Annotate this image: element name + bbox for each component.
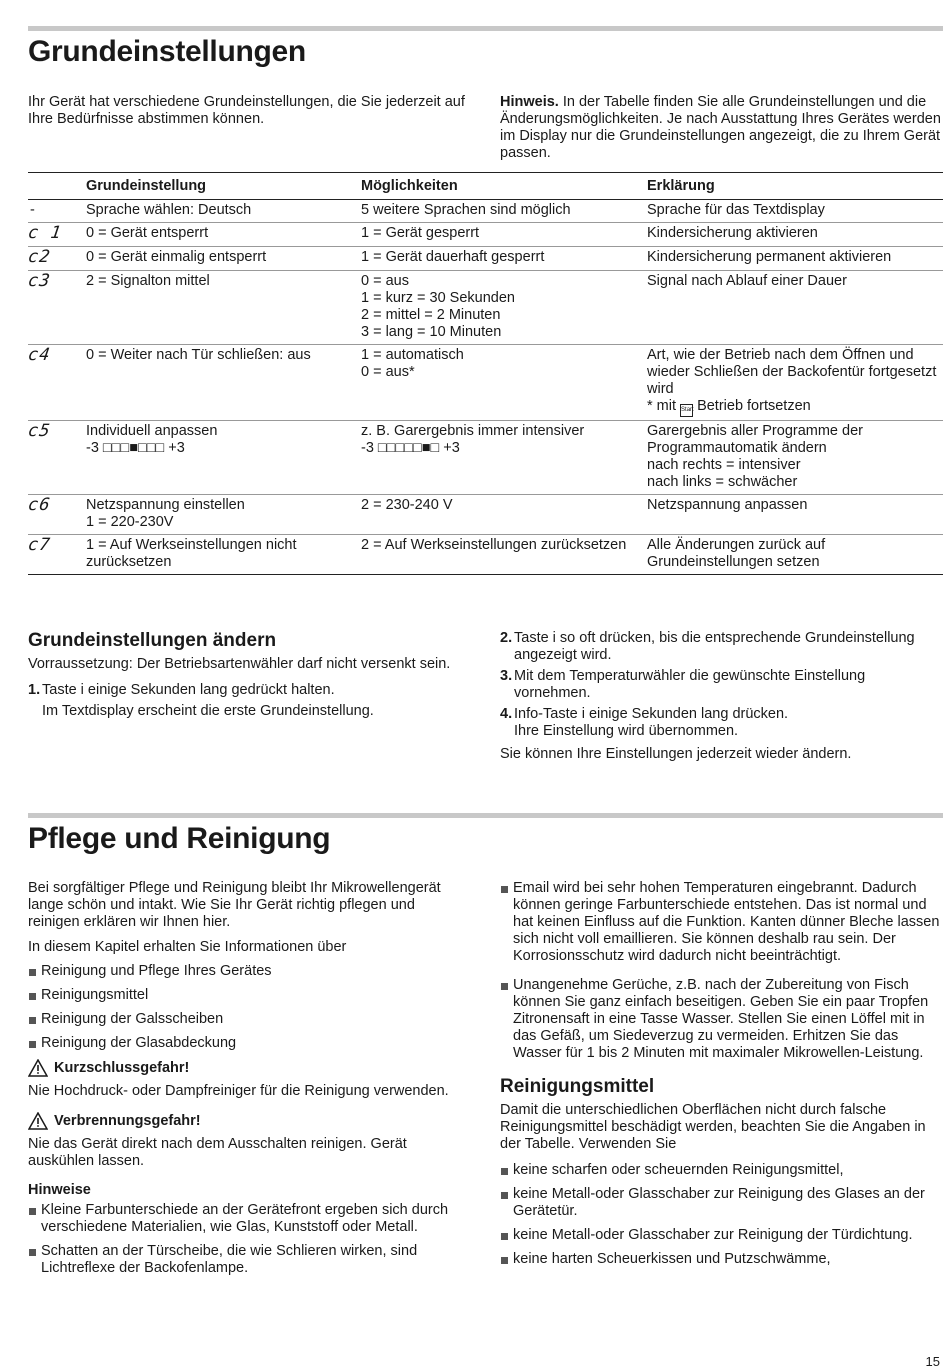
step-number: 4. xyxy=(500,706,513,722)
cleaning-list xyxy=(500,1162,943,1268)
row-explanation: Signal nach Ablauf einer Dauer xyxy=(647,271,943,345)
table-row xyxy=(28,223,943,247)
hint-paragraph xyxy=(500,94,943,162)
row-explanation: Garergebnis aller Programme der Programmautomatik ändern nach rechts = intensiver nach links = schwächer xyxy=(647,421,943,495)
step-item: 3. Mit dem Temperaturwähler die gewünschte Einstellung vornehmen. xyxy=(500,668,866,701)
explanation-text: Art, wie der Betrieb nach dem Öffnen und wieder Schließen der Backofentür fortgesetzt wird xyxy=(647,347,937,397)
row-setting: Netzspannung einstellen 1 = 220-230V xyxy=(86,495,361,535)
list-item: Email wird bei sehr hohen Temperaturen eingebrannt. Dadurch können geringe Farbunterschiede entstehen. Das ist normal und hat keinen Einfluss auf die Funktion. Kanten dünner Bleche lassen sich nicht voll emaillieren. Sie können deshalb rau sein. Der Korrosionsschutz wird dadurch nicht beeinträchtigt. xyxy=(500,880,943,965)
change-steps-right xyxy=(500,630,940,740)
row-options: 5 weitere Sprachen sind möglich xyxy=(361,200,647,223)
step-number: 3. xyxy=(500,668,513,684)
row-code: c7 xyxy=(26,535,52,555)
change-title: Grundeinstellungen ändern xyxy=(28,630,277,651)
table-row xyxy=(28,247,943,271)
list-item: Schatten an der Türscheibe, die wie Schlieren wirken, sind Lichtreflexe der Backofenlampe. xyxy=(28,1243,460,1277)
change-left-column xyxy=(28,630,460,724)
change-steps-left xyxy=(28,682,460,720)
row-code: c6 xyxy=(26,495,52,515)
row-explanation: Kindersicherung permanent aktivieren xyxy=(647,247,943,271)
warning-burn: Verbrennungsgefahr! xyxy=(28,1112,460,1130)
list-item: keine scharfen oder scheuernden Reinigungsmittel, xyxy=(500,1162,943,1179)
list-item: Kleine Farbunterschiede an der Gerätefront ergeben sich durch verschiedene Materialien, wie Glas, Kunststoff oder Metall. xyxy=(28,1202,460,1236)
scale-indicator: -3 □□□□□■□ +3 xyxy=(361,440,460,456)
notes-title: Hinweise xyxy=(28,1182,91,1198)
table-row xyxy=(28,535,943,575)
row-setting: 2 = Signalton mittel xyxy=(86,271,361,345)
list-item: Unangenehme Gerüche, z.B. nach der Zubereitung von Fisch können Sie ganz einfach beseitigen. Geben Sie ein paar Tropfen Zitronensaft in eine Tasse Wasser. Stellen Sie einen Löffel mit in das Gefäß, um Siedeverzug zu vermeiden. Erhitzen Sie das Wasser für 1 bis 2 Minuten mit maximaler Mikrowellen-Leistung. xyxy=(500,977,943,1062)
change-prereq: Vorraussetzung: Der Betriebsartenwähler darf nicht versenkt sein. xyxy=(28,656,451,672)
row-code: c4 xyxy=(26,345,52,365)
row-code: c2 xyxy=(26,247,52,267)
care-chapter-info: In diesem Kapitel erhalten Sie Informationen über xyxy=(28,939,347,955)
hint-label: Hinweis. xyxy=(500,94,559,110)
table-row xyxy=(28,495,943,535)
step-item: 1. Taste i einige Sekunden lang gedrückt halten. Im Textdisplay erscheint die erste Grundeinstellung. xyxy=(28,682,460,720)
option-line: 3 = lang = 10 Minuten xyxy=(361,324,502,340)
table-header-explanation: Erklärung xyxy=(647,173,943,200)
list-item: keine harten Scheuerkissen und Putzschwämme, xyxy=(500,1251,943,1268)
row-setting: Individuell anpassen -3 □□□■□□□ +3 xyxy=(86,421,361,495)
row-setting: 0 = Weiter nach Tür schließen: aus xyxy=(86,345,361,421)
row-code: c3 xyxy=(26,271,52,291)
step-item: 4. Info-Taste i einige Sekunden lang drücken. Ihre Einstellung wird übernommen. xyxy=(500,706,940,740)
warning-short-circuit: Kurzschlussgefahr! xyxy=(28,1059,460,1077)
step-sub: Im Textdisplay erscheint die erste Grundeinstellung. xyxy=(42,703,374,719)
row-setting: 0 = Gerät entsperrt xyxy=(86,223,361,247)
table-row xyxy=(28,271,943,345)
row-setting: 0 = Gerät einmalig entsperrt xyxy=(86,247,361,271)
row-explanation: Netzspannung anpassen xyxy=(647,495,943,535)
care-right-column xyxy=(500,880,943,1275)
row-options: 2 = Auf Werkseinstellungen zurücksetzen xyxy=(361,535,647,575)
option-line: 1 = automatisch xyxy=(361,347,464,363)
row-code: - xyxy=(28,200,86,223)
care-left-column xyxy=(28,880,460,1284)
scale-indicator: -3 □□□■□□□ +3 xyxy=(86,440,185,456)
notes-list-right xyxy=(500,880,943,1062)
table-header-options: Möglichkeiten xyxy=(361,173,647,200)
list-item: Reinigung der Galsscheiben xyxy=(28,1011,460,1028)
row-explanation: Alle Änderungen zurück auf Grundeinstellungen setzen xyxy=(647,535,943,575)
row-options: 2 = 230-240 V xyxy=(361,495,647,535)
care-intro: Bei sorgfältiger Pflege und Reinigung bleibt Ihr Mikrowellengerät lange schön und intakt. Wie Sie Ihr Gerät richtig pflegen und reinigen erklären wir Ihnen hier. xyxy=(28,880,441,930)
row-options xyxy=(361,271,647,345)
table-row xyxy=(28,345,943,421)
step-sub: Ihre Einstellung wird übernommen. xyxy=(514,723,739,739)
step-number: 2. xyxy=(500,630,513,646)
warning-burn-text: Nie das Gerät direkt nach dem Ausschalten reinigen. Gerät auskühlen lassen. xyxy=(28,1136,407,1169)
list-item: keine Metall-oder Glasschaber zur Reinigung der Türdichtung. xyxy=(500,1227,943,1244)
warning-triangle-icon xyxy=(28,1112,48,1130)
warning-short-circuit-text: Nie Hochdruck- oder Dampfreiniger für die Reinigung verwenden. xyxy=(28,1083,449,1099)
row-explanation: Sprache für das Textdisplay xyxy=(647,200,943,223)
row-options xyxy=(361,345,647,421)
row-explanation: Kindersicherung aktivieren xyxy=(647,223,943,247)
start-icon: Start xyxy=(680,404,693,417)
section-rule xyxy=(28,26,943,31)
section-rule xyxy=(28,813,943,818)
change-outro: Sie können Ihre Einstellungen jederzeit wieder ändern. xyxy=(500,746,852,762)
step-number: 1. xyxy=(28,682,41,698)
row-setting: 1 = Auf Werkseinstellungen nicht zurücksetzen xyxy=(86,535,361,575)
row-setting: Sprache wählen: Deutsch xyxy=(86,200,361,223)
intro-text: Ihr Gerät hat verschiedene Grundeinstellungen, die Sie jederzeit auf Ihre Bedürfnisse abstimmen können. xyxy=(28,94,465,127)
section-title-grundeinstellungen: Grundeinstellungen xyxy=(28,35,306,68)
option-line: 0 = aus xyxy=(361,273,409,289)
list-item: Reinigungsmittel xyxy=(28,987,460,1004)
cleaning-intro: Damit die unterschiedlichen Oberflächen nicht durch falsche Reinigungsmittel beschädigt werden, beachten Sie die Angaben in der Tabelle. Verwenden Sie xyxy=(500,1102,926,1152)
row-options xyxy=(361,421,647,495)
row-options: 1 = Gerät dauerhaft gesperrt xyxy=(361,247,647,271)
step-item: 2. Taste i so oft drücken, bis die entsprechende Grundeinstellung angezeigt wird. xyxy=(500,630,915,663)
hint-text: In der Tabelle finden Sie alle Grundeinstellungen und die Änderungsmöglichkeiten. Je nach Ausstattung Ihres Gerätes werden im Display nur die Grundeinstellungen angezeigt, die zu Ihrem Gerät passen. xyxy=(500,94,941,161)
table-row xyxy=(28,421,943,495)
section-title-pflege: Pflege und Reinigung xyxy=(28,822,331,855)
settings-table xyxy=(28,172,943,575)
option-line: 1 = kurz = 30 Sekunden xyxy=(361,290,515,306)
option-line: 0 = aus* xyxy=(361,364,415,380)
table-header-setting: Grundeinstellung xyxy=(86,173,361,200)
table-header-code xyxy=(28,173,86,200)
option-line: z. B. Garergebnis immer intensiver xyxy=(361,423,585,439)
list-item: Reinigung und Pflege Ihres Gerätes xyxy=(28,963,460,980)
warning-triangle-icon xyxy=(28,1059,48,1077)
list-item: Reinigung der Glasabdeckung xyxy=(28,1035,460,1052)
explanation-note: * mit Start Betrieb fortsetzen xyxy=(647,398,943,417)
row-options: 1 = Gerät gesperrt xyxy=(361,223,647,247)
cleaning-title: Reinigungsmittel xyxy=(500,1076,655,1097)
table-row xyxy=(28,200,943,223)
notes-list xyxy=(28,1202,460,1277)
table-header-row xyxy=(28,173,943,200)
option-line: 2 = mittel = 2 Minuten xyxy=(361,307,501,323)
change-right-column xyxy=(500,630,940,763)
row-code: c 1 xyxy=(26,223,64,243)
page-number: 15 xyxy=(925,1354,940,1369)
row-explanation xyxy=(647,345,943,421)
row-code: c5 xyxy=(26,421,52,441)
care-topics-list xyxy=(28,963,460,1052)
list-item: keine Metall-oder Glasschaber zur Reinigung des Glases an der Gerätetür. xyxy=(500,1186,943,1220)
